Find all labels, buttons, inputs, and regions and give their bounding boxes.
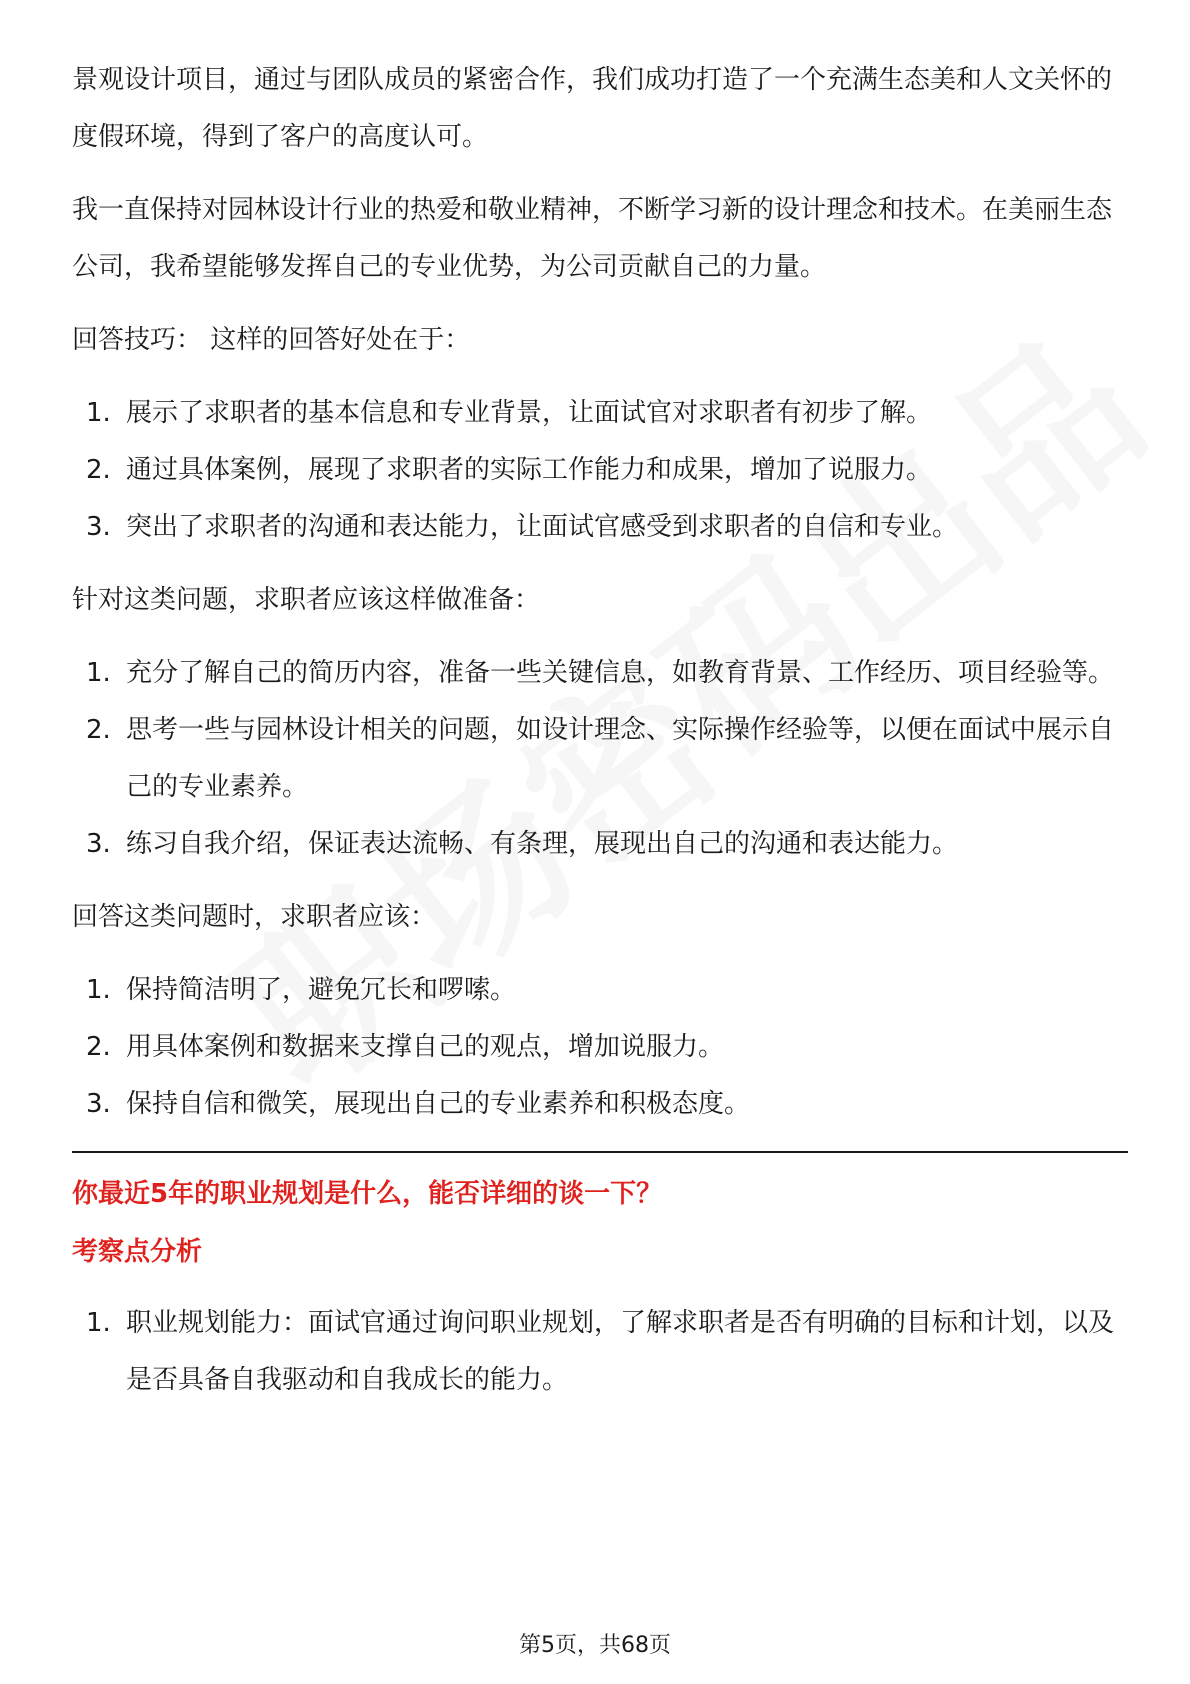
list-item [72,499,1128,556]
document-page [72,52,1128,1425]
list-number: 3. [86,829,111,859]
prep-intro: 针对这类问题，求职者应该这样做准备： [72,585,541,615]
tips-list [72,385,1128,556]
list-number: 2. [86,1032,111,1062]
list-number: 3. [86,512,111,542]
list-item-text: 保持简洁明了，避免冗长和啰嗦。 [126,975,517,1005]
list-item [72,1295,1128,1409]
list-item [72,385,1128,442]
analysis-heading: 考察点分析 [72,1237,203,1267]
list-item [72,702,1128,816]
list-item [72,962,1128,1019]
list-number: 1. [86,398,111,428]
answer-list [72,962,1128,1133]
list-number: 1. [86,1308,111,1338]
analysis-list [72,1295,1128,1409]
prep-list [72,645,1128,873]
list-number: 2. [86,715,111,745]
paragraph-passion: 我一直保持对园林设计行业的热爱和敬业精神，不断学习新的设计理念和技术。在美丽生态公司，我希望能够发挥自己的专业优势，为公司贡献自己的力量。 [72,195,1113,282]
answer-intro: 回答这类问题时，求职者应该： [72,902,437,932]
list-item-text: 保持自信和微笑，展现出自己的专业素养和积极态度。 [126,1089,751,1119]
list-number: 2. [86,455,111,485]
list-item [72,645,1128,702]
list-item [72,1076,1128,1133]
list-number: 1. [86,975,111,1005]
tips-intro: 回答技巧： 这样的回答好处在于： [72,325,471,355]
paragraph-project: 景观设计项目，通过与团队成员的紧密合作，我们成功打造了一个充满生态美和人文关怀的度假环境，得到了客户的高度认可。 [72,65,1113,152]
list-item [72,1019,1128,1076]
list-item-text: 突出了求职者的沟通和表达能力，让面试官感受到求职者的自信和专业。 [126,512,959,542]
list-item [72,442,1128,499]
list-number: 1. [86,658,111,688]
list-item-text: 思考一些与园林设计相关的问题，如设计理念、实际操作经验等，以便在面试中展示自己的专业素养。 [126,715,1115,802]
list-item-text: 职业规划能力：面试官通过询问职业规划，了解求职者是否有明确的目标和计划，以及是否具备自我驱动和自我成长的能力。 [126,1308,1115,1395]
list-item [72,816,1128,873]
list-item-text: 充分了解自己的简历内容，准备一些关键信息，如教育背景、工作经历、项目经验等。 [126,658,1115,688]
list-item-text: 通过具体案例，展现了求职者的实际工作能力和成果，增加了说服力。 [126,455,933,485]
list-item-text: 练习自我介绍，保证表达流畅、有条理，展现出自己的沟通和表达能力。 [126,829,959,859]
question-title: 你最近5年的职业规划是什么，能否详细的谈一下？ [72,1179,663,1209]
list-number: 3. [86,1089,111,1119]
section-divider [72,1151,1128,1153]
list-item-text: 用具体案例和数据来支撑自己的观点，增加说服力。 [126,1032,725,1062]
list-item-text: 展示了求职者的基本信息和专业背景，让面试官对求职者有初步了解。 [126,398,933,428]
page-number: 第5页，共68页 [519,1633,671,1658]
